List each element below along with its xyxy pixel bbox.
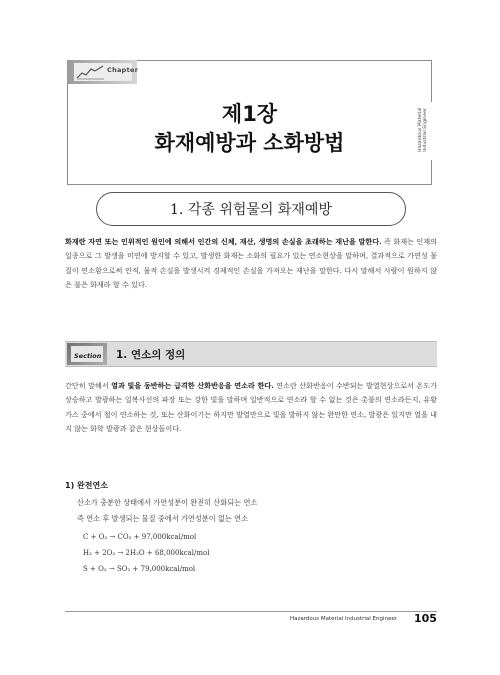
section-heading: 1. 각종 위험물의 화재예방 — [170, 202, 332, 218]
footer-text: Hazardous Material Industrial Engineer — [290, 616, 398, 622]
section-badge-label: Section — [74, 352, 102, 360]
intro-bold: 화재란 자연 또는 인위적인 원인에 의해서 인간의 신체, 재산, 생명의 손실을 초래하는 재난을 말한다. — [65, 237, 382, 246]
intro-paragraph — [65, 235, 437, 293]
side-tab-text — [418, 108, 432, 152]
chapter-number: 제1장 — [221, 102, 278, 126]
chapter-label: Chapter — [107, 66, 139, 74]
equation-1: C + O₂ → CO₂ + 97,000kcal/mol — [83, 533, 197, 541]
chart-trend-icon — [76, 64, 106, 80]
definition-bold: 열과 빛을 동반하는 급격한 산화반응을 연소라 한다. — [111, 381, 274, 390]
side-tab-line-1: Hazardous Material — [418, 107, 423, 152]
definition-paragraph — [65, 379, 437, 437]
footer-divider — [65, 611, 437, 612]
intro-rest: 즉 화재는 인재의 일종으로 그 발생을 미연에 방지할 수 있고, 발생한 화재는 소화의 필요가 있는 연소현상을 말하며, 결과적으로 가연성 물질이 연소함으로써 인적, 물적 손실을 발생시켜 경제적인 손실을 가져오는 재난을 말한다. 다시 말해서 사람이 원하지 않은 불은 화재라 할 수 있다. — [65, 237, 437, 290]
definition-pre: 간단히 말해서 — [65, 381, 112, 390]
subsection-line-1: 산소가 충분한 상태에서 가연성분이 완전히 산화되는 연소 — [77, 498, 258, 507]
subsection-heading: 1) 완전연소 — [65, 481, 108, 490]
page-number: 105 — [414, 612, 437, 625]
definition-rest: 연소란 산화반응이 수반되는 발열현상으로서 온도가 상승하고 발광하는 일복사선의 파장 또는 강한 빛을 말하며 일반적으로 연소라 할 수 없는 것은 촛불의 연소라든지, 유황가스 중에서 철이 연소하는 것, 또는 산화이기는 하지만 발열만으로 빛을 발하지 않는 완만한 연소, 발광은 있지만 열을 내지 않는 화학 발광과 같은 현상들이다. — [65, 381, 437, 434]
subsection-line-2: 즉 연소 후 발생되는 물질 중에서 가연성분이 없는 연소 — [77, 514, 249, 523]
section-title: 1. 연소의 정의 — [116, 349, 186, 361]
equation-2: H₂ + 2O₂ → 2H₂O + 68,000kcal/mol — [83, 549, 210, 557]
side-tab-line-2: Industrial Engineer — [423, 108, 428, 152]
chapter-title: 화재예방과 소화방법 — [154, 131, 345, 155]
equation-3: S + O₂ → SO₂ + 79,000kcal/mol — [83, 565, 196, 573]
